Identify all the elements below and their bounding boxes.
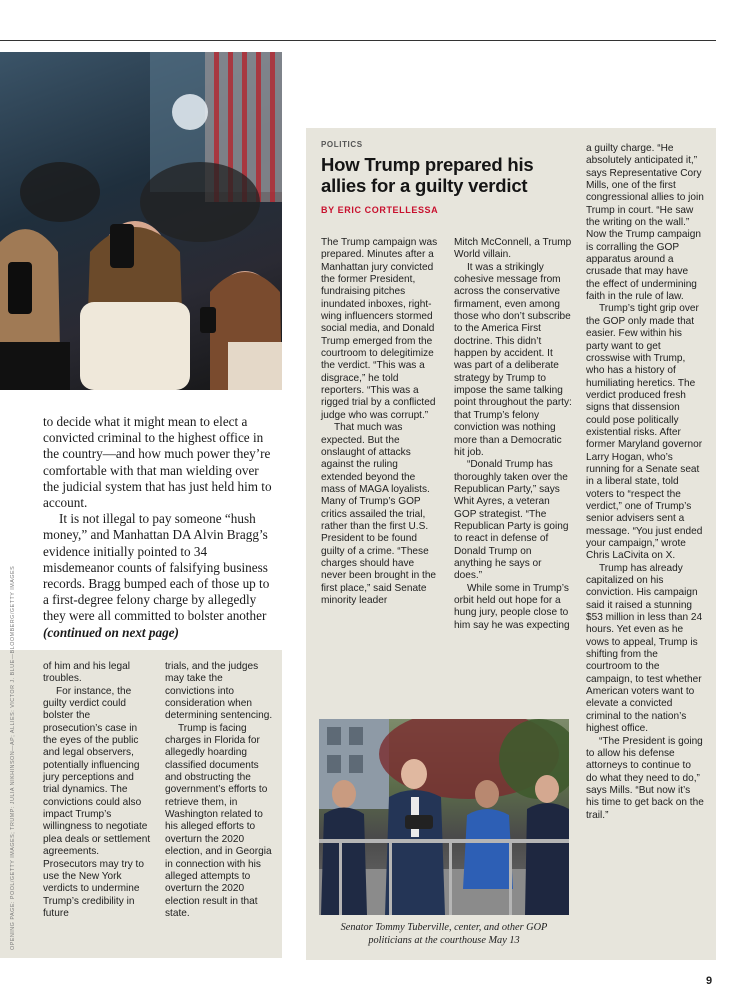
article-byline: BY ERIC CORTELLESSA	[321, 205, 439, 215]
continued-note: (continued on next page)	[43, 624, 179, 640]
lead-paragraph-2	[43, 511, 275, 641]
lead-column	[43, 414, 275, 641]
courthouse-photo-illustration	[319, 719, 569, 915]
col-b-paragraph-3: “Donald Trump has thoroughly taken over the Republican Party,” says Whit Ayres, a veteran GOP strategist. “The Republican Party is going to react in defense of Donald Trump on anything he says or does.”	[454, 459, 569, 582]
col-b-paragraph-4: While some in Trump’s orbit held out hope for a hung jury, people close to him say he was expecting	[454, 582, 570, 631]
article-column-3	[586, 143, 704, 822]
sidebar-col1-paragraph-2: For instance, the guilty verdict could bolster the prosecution’s case in the eyes of the public and legal observers, potentially influencing jury perceptions and trial dynamics. The convictions could also impact Trump’s willingness to negotiate plea deals or settlement agreements. Prosecutors may try to use the New York verdicts to undermine Trump’s credibility in future	[43, 685, 151, 919]
page-number: 9	[706, 975, 713, 987]
sidebar-column-1	[43, 661, 152, 920]
col-c-paragraph-2: Trump’s tight grip over the GOP only made that easier. Few within his party want to get crosswise with Trump, who has a history of humiliating heretics. The verdict produced fresh signs that dissension could pose politically existential risks. After former Maryland governor Larry Hogan, who’s running for a Senate seat in a liberal state, told voters to “respect the verdict,” one of Trump’s senior advisers sent a message. “You just ended your campaign,” wrote Chris LaCivita on X.	[586, 303, 703, 562]
sidebar-col1-paragraph-1: of him and his legal troubles.	[43, 661, 130, 685]
lead-paragraph-2-text: It is not illegal to pay someone “hush money,” and Manhattan DA Alvin Bragg’s evidence initially pointed to 34 misdemeanor counts of falsifying business records. Bragg bumped each of those up to a first-degree felony charge by allegedly they were all committed to bolster another	[43, 511, 270, 624]
article-column-1	[321, 237, 439, 607]
col-a-paragraph-2: That much was expected. But the onslaught of attacks against the ruling extended beyond the mass of MAGA loyalists. Many of Trump’s GOP critics assailed the trial, rather than the first U.S. President to be found guilty of a crime. “These charges should have never been brought in the first place,” said Senate minority leader	[321, 422, 437, 606]
allies-photo	[319, 719, 569, 915]
sidebar-col2-paragraph-2: Trump is facing charges in Florida for allegedly hoarding classified documents and obstructing the government’s efforts to retrieve them, in Washington related to his alleged efforts to overturn the 2020 election, and in Georgia in connection with his alleged attempts to overturn the 2020 election result in that state.	[165, 722, 272, 919]
col-c-paragraph-3: Trump has already capitalized on his conviction. His campaign said it raised a stunning $53 million in less than 24 hours. Yet even as he vows to appeal, Trump is shifting from the courtroom to the campaign, to test whether American voters want to elevate a convicted criminal to the nation’s highest office.	[586, 562, 703, 735]
col-c-paragraph-4: “The President is going to allow his defense attorneys to continue to do what they need to do,” says Mills. “But now it’s his time to get back on the trail.”	[586, 735, 704, 821]
lead-paragraph-1: to decide what it might mean to elect a convicted criminal to the highest office in the country—and how much power they’re comfortable with that man wielding over the judicial system that has just held him to account.	[43, 414, 272, 511]
crowd-photo-illustration	[0, 52, 282, 390]
article-column-2	[454, 237, 572, 632]
sidebar-col2-paragraph-1: trials, and the judges may take the convictions into consideration when determining sentencing.	[165, 661, 273, 722]
sidebar-column-2	[165, 661, 273, 920]
photo-credit: OPENING PAGE: POOL/GETTY IMAGES; TRUMP: JULIA NIKHINSON—AP; ALLIES: VICTOR J. BLUE—BLOOMBERG/GETTY IMAGES	[10, 565, 16, 950]
col-a-paragraph-1: The Trump campaign was prepared. Minutes after a Manhattan jury convicted the former President, fundraising pitches inundated inboxes, right-wing influencers stormed social media, and Donald Trump emerged from the courtroom to delegitimize the verdict. “This was a disgrace,” he told reporters. “This was a rigged trial by a conflicted judge who was corrupt.”	[321, 237, 438, 421]
col-c-paragraph-1: a guilty charge. “He absolutely anticipated it,” says Representative Cory Mills, one of the first congressional allies to join Trump in court. “He saw the writing on the wall.” Now the Trump campaign is corralling the GOP apparatus around a crusade that may have the effect of undermining faith in the rule of law.	[586, 143, 704, 303]
top-rule	[0, 40, 716, 41]
col-b-paragraph-1: Mitch McConnell, a Trump World villain.	[454, 237, 572, 261]
section-label: POLITICS	[321, 140, 363, 149]
opening-photo	[0, 52, 282, 390]
article-headline: How Trump prepared his allies for a guilty verdict	[321, 154, 534, 196]
col-b-paragraph-2: It was a strikingly cohesive message from across the conservative firmament, even among those who don’t subscribe to the America First doctrine. This didn’t happen by accident. It was part of a deliberate strategy by Trump to impose the same talking point throughout the party: that Trump’s felony conviction was nothing more than a Democratic hit job.	[454, 261, 572, 458]
photo-caption: Senator Tommy Tuberville, center, and other GOP politicians at the courthouse May 13	[340, 922, 548, 946]
